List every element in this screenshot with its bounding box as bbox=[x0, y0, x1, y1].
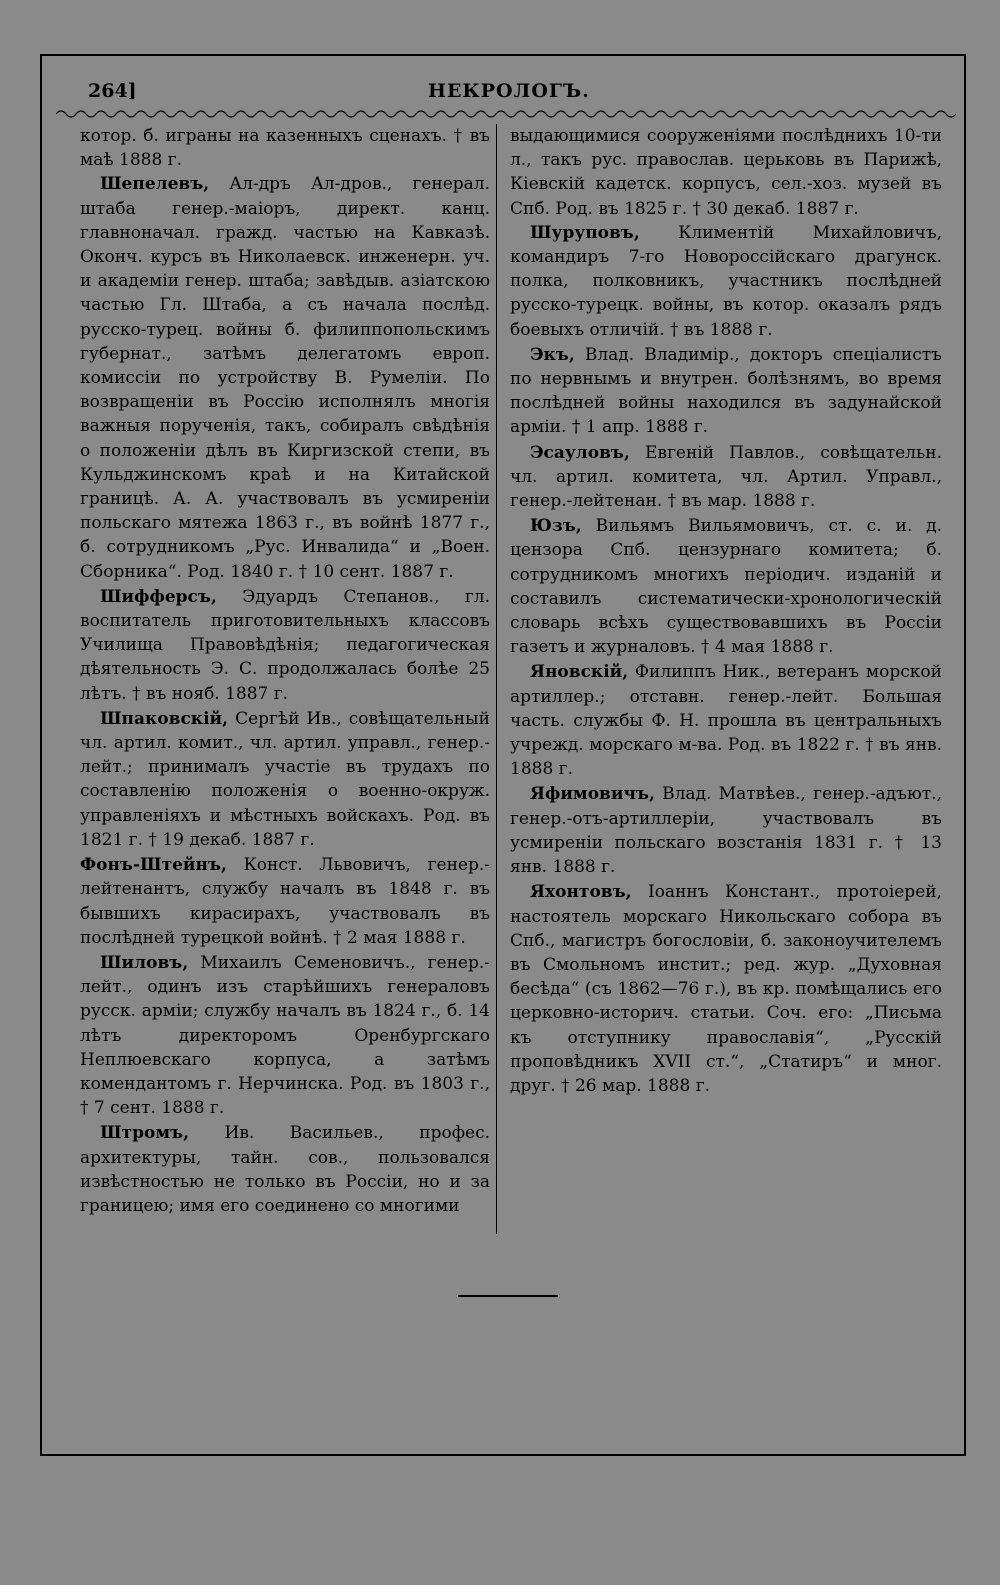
entry-text: Вильямъ Вильямовичъ, ст. с. и. д. цензора Спб. цензурнаго комитета; б. сотрудникомъ многихъ періодич. изданій и составилъ систематически-хронологическій словарь всѣхъ существовавшихъ въ Россіи газетъ и журналовъ. † 4 мая 1888 г. bbox=[510, 516, 942, 658]
entry-text: Сергѣй Ив., совѣщательный чл. артил. комит., чл. артил. управл., генер.-лейт.; принималъ участіе въ трудахъ по составленію положенія о военно-окруж. управленіяхъ и мѣстныхъ войскахъ. Род. въ 1821 г. † 19 декаб. 1887 г. bbox=[80, 708, 490, 850]
entry-text: Евгеній Павлов., совѣщательн. чл. артил. комитета, чл. Артил. Управл., генер.-лейтенан. † въ мар. 1888 г. bbox=[510, 442, 942, 512]
entry-name: Экъ, bbox=[530, 344, 575, 365]
page-number: 264] bbox=[88, 80, 137, 102]
entry-name: Шпаковскій, bbox=[100, 708, 229, 729]
obituary-entry bbox=[510, 880, 942, 1098]
page-header bbox=[88, 80, 938, 110]
entry-text: Эдуардъ Степанов., гл. воспитатель приготовительныхъ классовъ Училища Правовѣдѣнія; педагогическая дѣятельность Э. С. продолжалась болѣе 25 лѣтъ. † въ нояб. 1887 г. bbox=[80, 586, 490, 704]
obituary-entry bbox=[510, 660, 942, 781]
entry-name: Яфимовичъ, bbox=[530, 784, 655, 805]
entry-name: Шуруповъ, bbox=[530, 222, 640, 243]
left-column bbox=[80, 124, 490, 1219]
end-of-section-rule bbox=[458, 1295, 558, 1297]
entry-name: Штромъ, bbox=[100, 1123, 190, 1144]
obituary-entry bbox=[80, 707, 490, 852]
entry-text: Іоаннъ Констант., протоіерей, настоятель морскаго Никольскаго собора въ Спб., магистръ богословіи, б. законоучителемъ въ Смольномъ инстит.; ред. жур. „Духовная бесѣда“ (съ 1862—76 г.), въ кр. помѣщались его церковно-историч. статьи. Соч. его: „Письма къ отступнику православія“, „Русскій проповѣдникъ XVII ст.“, „Статиръ“ и мног. друг. † 26 мар. 1888 г. bbox=[510, 882, 942, 1096]
left-continuation-text: котор. б. играны на казенныхъ сценахъ. † въ маѣ 1888 г. bbox=[80, 126, 490, 171]
obituary-entry bbox=[80, 951, 490, 1120]
entry-text: Михаилъ Семеновичъ., генер.-лейт., одинъ изъ старѣйшихъ генераловъ русск. арміи; службу началъ въ 1824 г., б. 14 лѣтъ директоромъ Оренбургскаго Неплюевскаго корпуса, а затѣмъ комендантомъ г. Нерчинска. Род. въ 1803 г., † 7 сент. 1888 г. bbox=[80, 952, 490, 1119]
entry-text: Ал-дръ Ал-дров., генерал. штаба генер.-маіоръ, директ. канц. главноначал. гражд. частью на Кавказѣ. Оконч. курсъ въ Николаевск. инженерн. уч. и академіи генер. штаба; завѣдыв. азіатскою частью Гл. Штаба, а съ начала послѣд. русско-турец. войны б. филиппопольскимъ губернат., затѣмъ делегатомъ европ. комиссіи по устройству В. Румеліи. По возвращеніи въ Россію исполнялъ многія важныя порученія, такъ, собиралъ свѣдѣнія о положеніи дѣлъ въ Киргизской степи, въ Кульджинскомъ краѣ и на Китайской границѣ. А. А. участвовалъ въ усмиреніи польскаго мятежа 1863 г., въ войнѣ 1877 г., б. сотрудникомъ „Рус. Инвалида“ и „Воен. Сборника“. Род. 1840 г. † 10 сент. 1887 г. bbox=[80, 174, 490, 582]
entry-text: Филиппъ Ник., ветеранъ морской артиллер.; отставн. генер.-лейт. Большая часть. службы Ф. Н. прошла въ центральныхъ учрежд. морскаго м-ва. Род. въ 1822 г. † въ янв. 1888 г. bbox=[510, 662, 942, 780]
obituary-entry bbox=[80, 585, 490, 706]
entry-name: Шифферсъ, bbox=[100, 586, 217, 607]
obituary-entry bbox=[510, 782, 942, 879]
entry-name: Яновскій, bbox=[530, 662, 629, 683]
entry-text: Влад. Матвѣев., генер.-адъют., генер.-отъ-артиллеріи, участвовалъ въ усмиреніи польскаго возстанія 1831 г. † 13 янв. 1888 г. bbox=[510, 784, 942, 878]
entry-text: Конст. Львовичъ, генер.-лейтенантъ, службу началъ въ 1848 г. въ бывшихъ кирасирахъ, участвовалъ въ послѣдней турецкой войнѣ. † 2 мая 1888 г. bbox=[80, 855, 490, 948]
obituary-entry bbox=[80, 172, 490, 583]
entry-name: Фонъ-Штейнъ, bbox=[80, 855, 227, 876]
obituary-entry bbox=[510, 441, 942, 514]
obituary-entry bbox=[80, 1121, 490, 1218]
entry-text: Ив. Васильев., профес. архитектуры, тайн. сов., пользовался извѣстностью не только въ Россіи, но и за границею; имя его соединено со многими bbox=[80, 1123, 490, 1216]
entry-text: Влад. Владимір., докторъ спеціалистъ по нервнымъ и внутрен. болѣзнямъ, во время послѣдней войны находился въ задунайской арміи. † 1 апр. 1888 г. bbox=[510, 344, 942, 438]
running-title: НЕКРОЛОГЪ. bbox=[428, 80, 590, 102]
entry-name: Юзъ, bbox=[530, 516, 582, 537]
entry-name: Яхонтовъ, bbox=[530, 882, 632, 903]
right-continuation-text: выдающимися сооруженіями послѣднихъ 10-ти л., такъ рус. православ. церьковь въ Парижѣ, Кіевскій кадетск. корпусъ, сел.-хоз. музей въ Спб. Род. въ 1825 г. † 30 декаб. 1887 г. bbox=[510, 126, 942, 219]
entry-name: Шиловъ, bbox=[100, 952, 189, 973]
column-divider bbox=[496, 124, 497, 1234]
obituary-entry bbox=[80, 853, 490, 950]
header-wavy-rule bbox=[56, 108, 956, 120]
right-column bbox=[510, 124, 942, 1099]
entry-name: Эсауловъ, bbox=[530, 442, 630, 463]
entry-name: Шепелевъ, bbox=[100, 174, 210, 195]
obituary-entry bbox=[510, 221, 942, 342]
obituary-entry bbox=[510, 514, 942, 659]
entry-text: Климентій Михайловичъ, командиръ 7-го Новороссійскаго драгунск. полка, полковникъ, участникъ послѣдней русско-турецк. войны, въ котор. оказалъ рядъ боевыхъ отличій. † въ 1888 г. bbox=[510, 222, 942, 340]
obituary-entry bbox=[510, 343, 942, 440]
